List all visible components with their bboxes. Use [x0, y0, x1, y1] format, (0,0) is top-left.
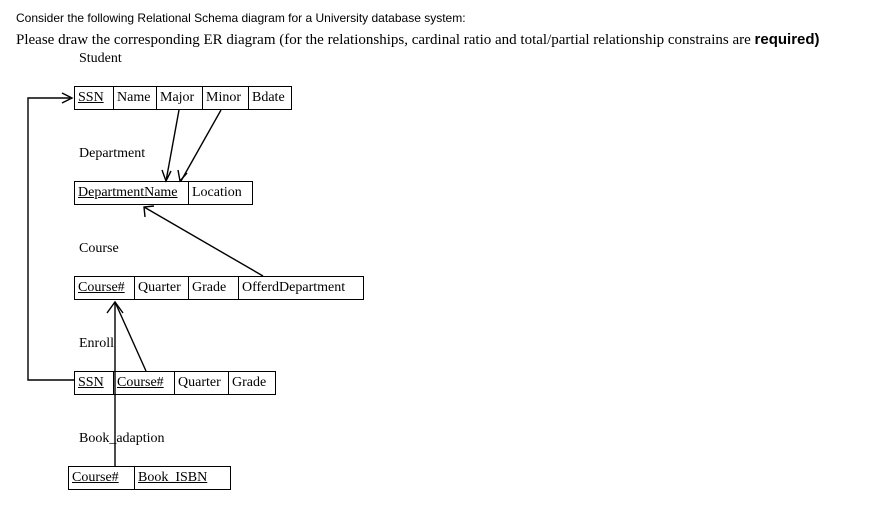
- student-ssn: SSN: [75, 87, 114, 109]
- course-table: [74, 276, 364, 300]
- course-offerd-department: OfferdDepartment: [242, 280, 346, 295]
- course-number-arrowhead: [107, 302, 123, 313]
- instruction-main: Please draw the corresponding ER diagram (for the relationships, cardinal ratio and total/partial relationship constrains are: [16, 32, 755, 48]
- course-table-label: Course: [79, 241, 119, 256]
- student-major: Major: [157, 87, 203, 109]
- minor-to-department-line: [181, 110, 221, 181]
- enroll-ssn-to-student-ssn-line: [28, 98, 74, 380]
- enroll-ssn-to-student-ssn-arrowhead: [62, 93, 72, 103]
- course-quarter: Quarter: [135, 277, 189, 299]
- major-to-department-arrowhead: [162, 170, 171, 181]
- student-bdate: Bdate: [252, 90, 285, 105]
- enroll-table: [74, 371, 276, 395]
- book-course-number: Course#: [69, 467, 135, 489]
- enroll-ssn: SSN: [75, 372, 114, 394]
- course-grade: Grade: [189, 277, 239, 299]
- enroll-course-number: Course#: [114, 372, 175, 394]
- minor-to-department-arrowhead: [178, 170, 187, 181]
- major-to-department-line: [166, 110, 179, 181]
- instruction-emphasis: required: [754, 31, 815, 48]
- department-location: Location: [192, 185, 242, 200]
- enroll-course-to-course-line: [115, 302, 146, 371]
- department-name: DepartmentName: [75, 182, 189, 204]
- student-minor: Minor: [203, 87, 249, 109]
- book-adaption-table-label: Book_adaption: [79, 431, 165, 446]
- instruction-close: ): [814, 31, 820, 48]
- book-adaption-table: [68, 466, 231, 490]
- offerd-department-to-department-line: [144, 207, 263, 276]
- offerd-department-to-department-arrowhead: [144, 206, 154, 217]
- student-table: [74, 86, 292, 110]
- intro-text: Consider the following Relational Schema diagram for a University database system:: [16, 11, 466, 25]
- enroll-quarter: Quarter: [175, 372, 229, 394]
- instruction-text: [16, 31, 820, 49]
- department-table: [74, 181, 253, 205]
- student-table-label: Student: [79, 51, 122, 66]
- enroll-table-label: Enroll: [79, 336, 114, 351]
- department-table-label: Department: [79, 146, 146, 161]
- enroll-grade: Grade: [232, 375, 267, 390]
- course-number: Course#: [75, 277, 135, 299]
- book-isbn: Book_ISBN: [138, 470, 208, 485]
- student-name: Name: [114, 87, 157, 109]
